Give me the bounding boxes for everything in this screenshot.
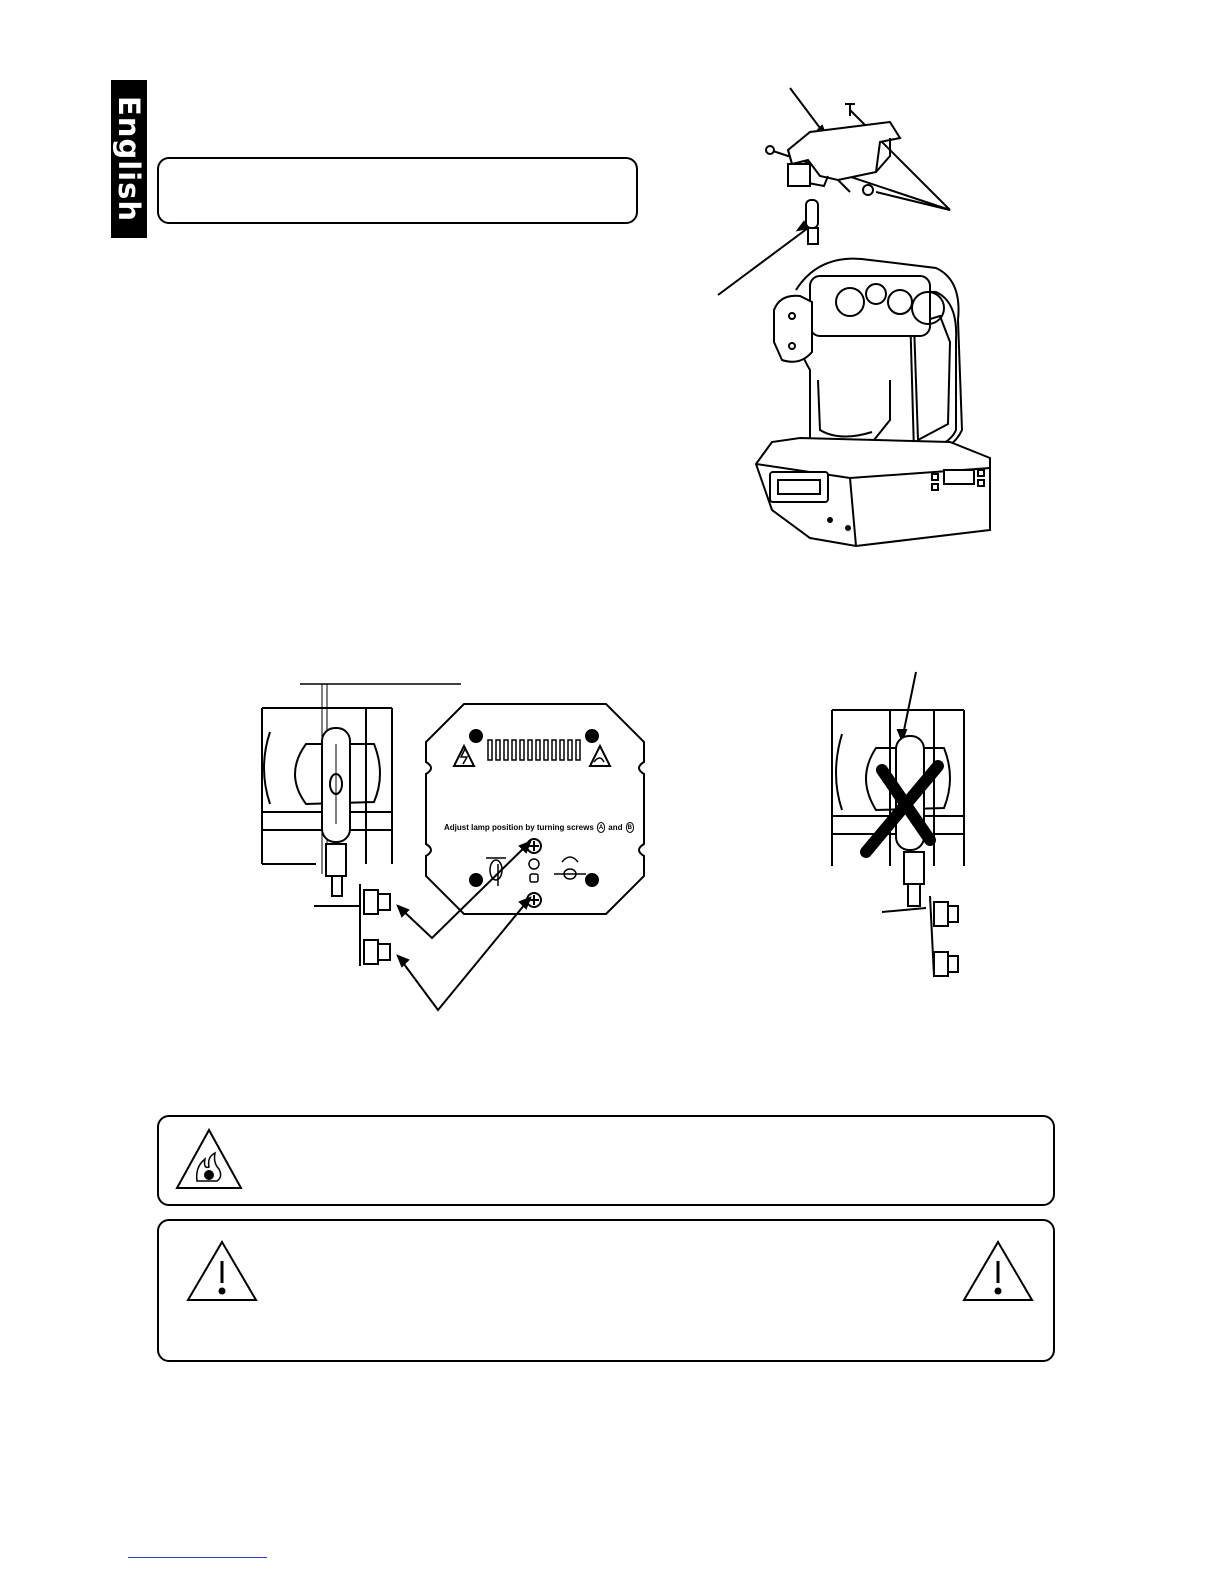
- screw-b-label: B: [626, 822, 634, 833]
- lamp-side-view-incorrect: [830, 670, 970, 980]
- fire-hazard-notice: [157, 1115, 1055, 1206]
- fixture-illustration: [700, 80, 990, 550]
- fire-hazard-icon: [175, 1127, 243, 1191]
- exclamation-warning-icon-right: [962, 1239, 1034, 1303]
- plate-instruction-text: Adjust lamp position by turning screws: [444, 823, 594, 832]
- footer-rule: [128, 1557, 267, 1558]
- language-tab: [111, 80, 147, 238]
- screw-pointer-arrows: [390, 820, 550, 1020]
- screw-a-label: A: [597, 822, 605, 833]
- exclamation-warning-icon-left: [186, 1239, 258, 1303]
- top-notice-box: [157, 157, 638, 224]
- language-tab-label: English: [112, 95, 146, 222]
- warning-notice: [157, 1219, 1055, 1362]
- and-word: and: [608, 823, 623, 832]
